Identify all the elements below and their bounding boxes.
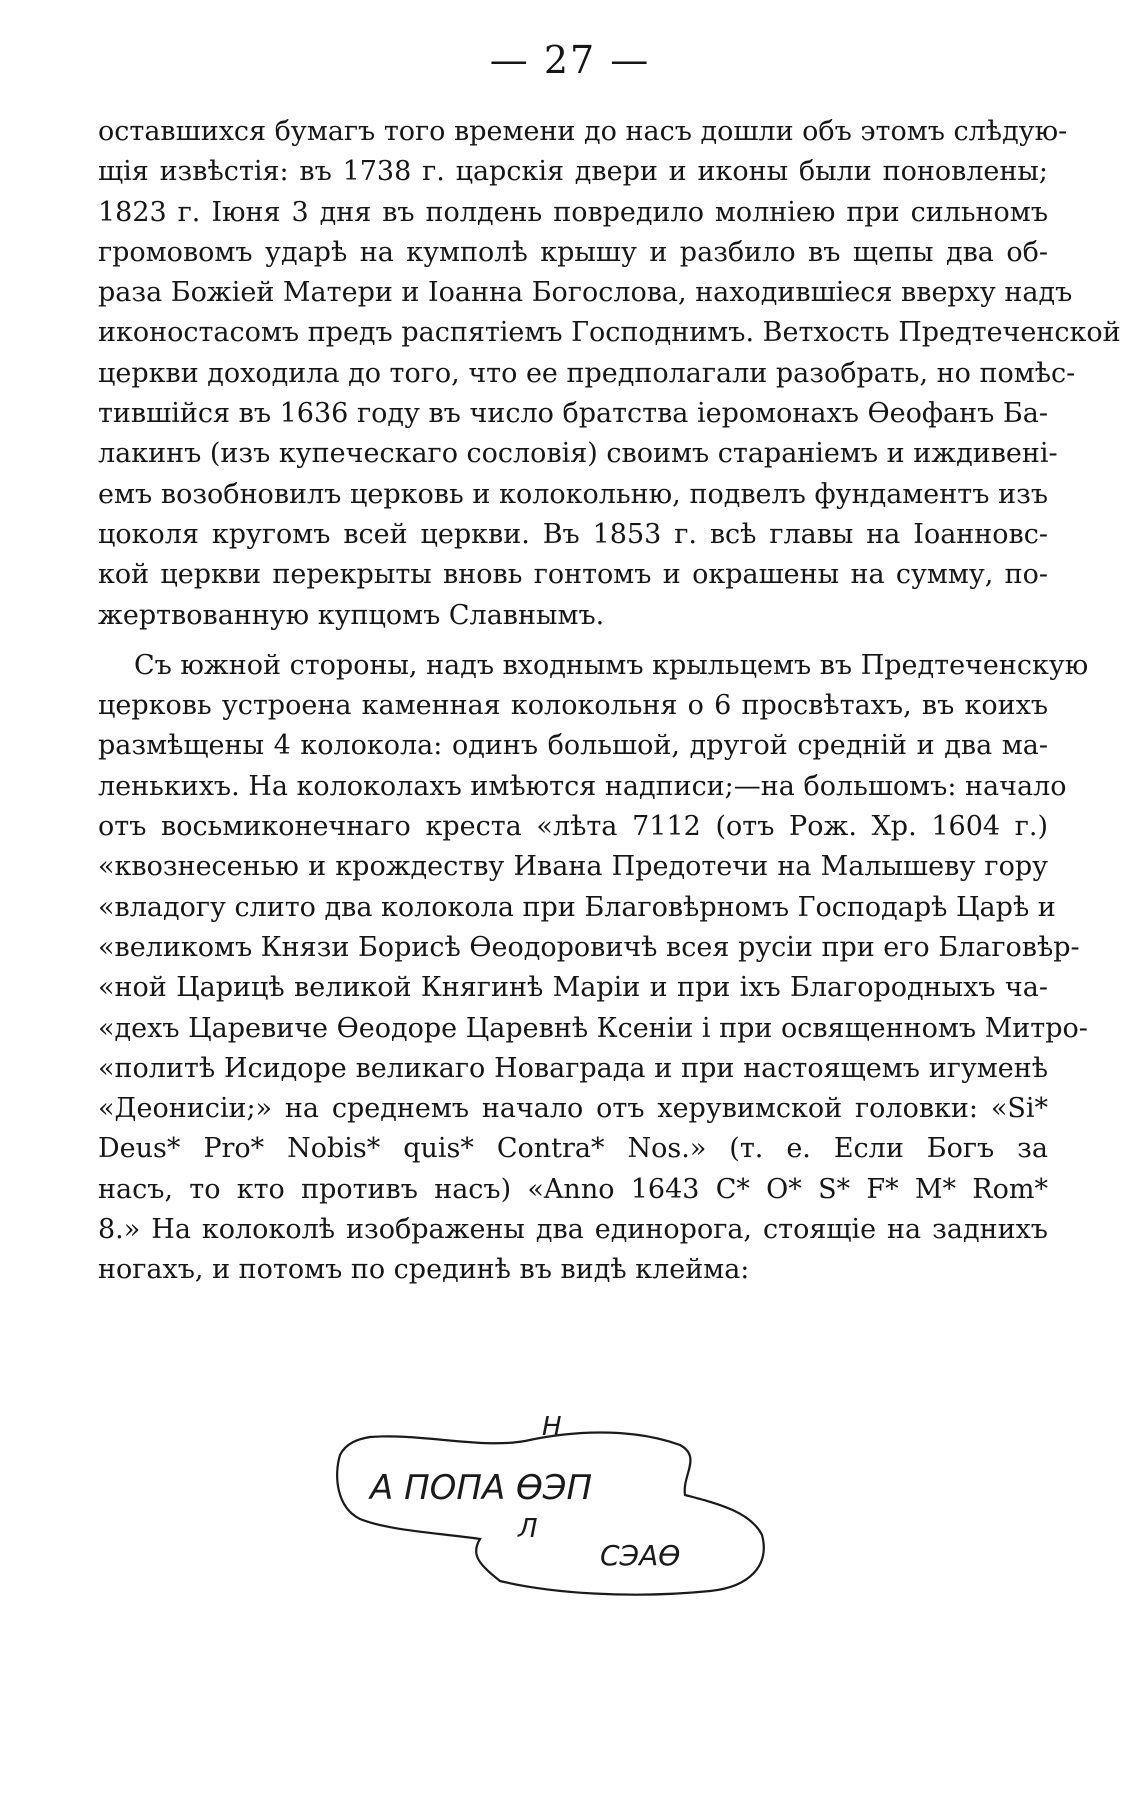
stamp-line-2-left: Л [518, 1514, 538, 1544]
paragraph-1 [98, 112, 1121, 636]
stamp-top-letter: Н [542, 1415, 562, 1442]
stamp-line-1: А ПОПА ѲЭП [370, 1468, 593, 1508]
text-line: «политѣ Исидоре великаго Новаграда и при настоящемъ игуменѣ [98, 1052, 1048, 1084]
text-line: Deus* Pro* Nobis* quis* Contra* Nos.» (т. е. Если Богъ за [98, 1133, 1048, 1165]
text-line: «великомъ Князи Борисѣ Ѳеодоровичѣ всея русіи при его Благовѣр- [98, 931, 1080, 963]
text-line: ленькихъ. На колоколахъ имѣются надписи;—на большомъ: начало [98, 770, 1067, 802]
text-line: емъ возобновилъ церковь и колокольню, подвелъ фундаментъ изъ [98, 478, 1048, 510]
text-line: ногахъ, и потомъ по срединѣ въ видѣ клейма: [98, 1254, 750, 1286]
text-line: жертвованную купцомъ Славнымъ. [98, 599, 605, 631]
text-line: оставшихся бумагъ того времени до насъ дошли объ этомъ слѣдую- [98, 116, 1068, 147]
body-text [98, 112, 1121, 1291]
text-line: иконостасомъ предъ распятіемъ Господнимъ. Ветхость Предтеченской [98, 317, 1121, 349]
text-line: 8.» На колоколѣ изображены два единорога, стоящіе на заднихъ [98, 1214, 1048, 1246]
stamp-outline [337, 1433, 764, 1595]
text-line: церкви доходила до того, что ее предполагали разобрать, но помѣс- [98, 357, 1076, 389]
text-line: «квознесенью и крождеству Ивана Предотечи на Малышеву гору [98, 851, 1048, 883]
text-line: насъ, то кто противъ насъ) «Anno 1643 C* O* S* F* M* Rom* [98, 1173, 1048, 1205]
text-line: «дехъ Царевиче Ѳеодоре Царевнѣ Ксеніи і при освященномъ Митро- [98, 1012, 1088, 1044]
text-line: отъ восьмиконечнаго креста «лѣта 7112 (отъ Рож. Хр. 1604 г.) [98, 811, 1048, 843]
bell-stamp-illustration [330, 1415, 800, 1605]
text-line: «Деонисіи;» на среднемъ начало отъ херувимской головки: «Si* [98, 1093, 1048, 1125]
text-line: тившійся въ 1636 году въ число братства іеромонахъ Ѳеофанъ Ба- [98, 398, 1048, 430]
paragraph-2 [98, 646, 1089, 1291]
text-line: размѣщены 4 колокола: одинъ большой, другой средній и два ма- [98, 730, 1048, 762]
text-line: кой церкви перекрыты вновь гонтомъ и окрашены на сумму, по- [98, 559, 1048, 591]
text-line: лакинъ (изъ купеческаго сословія) своимъ стараніемъ и иждивені- [98, 438, 1058, 470]
text-line: «владогу слито два колокола при Благовѣрномъ Господарѣ Царѣ и [98, 891, 1056, 923]
text-line: щія извѣстія: въ 1738 г. царскія двери и иконы были поновлены; [98, 156, 1048, 188]
text-line: громовомъ ударѣ на кумполѣ крышу и разбило въ щепы два об- [98, 236, 1048, 268]
text-line: цоколя кругомъ всей церкви. Въ 1853 г. всѣ главы на Іоанновс- [98, 518, 1048, 550]
text-line: «ной Царицѣ великой Княгинѣ Маріи и при іхъ Благородныхъ ча- [98, 972, 1048, 1004]
text-line: раза Божіей Матери и Іоанна Богослова, находившіеся вверху надъ [98, 277, 1073, 309]
stamp-line-2-right: СЭАѲ [600, 1539, 681, 1572]
stamp-outline-svg [330, 1415, 800, 1605]
text-line: Съ южной стороны, надъ входнымъ крыльцемъ въ Предтеченскую [134, 649, 1089, 681]
text-line: церковь устроена каменная колокольня о 6 просвѣтахъ, въ коихъ [98, 690, 1048, 722]
text-line: 1823 г. Іюня 3 дня въ полдень повредило молніею при сильномъ [98, 196, 1048, 228]
page-number: — 27 — [489, 38, 651, 82]
